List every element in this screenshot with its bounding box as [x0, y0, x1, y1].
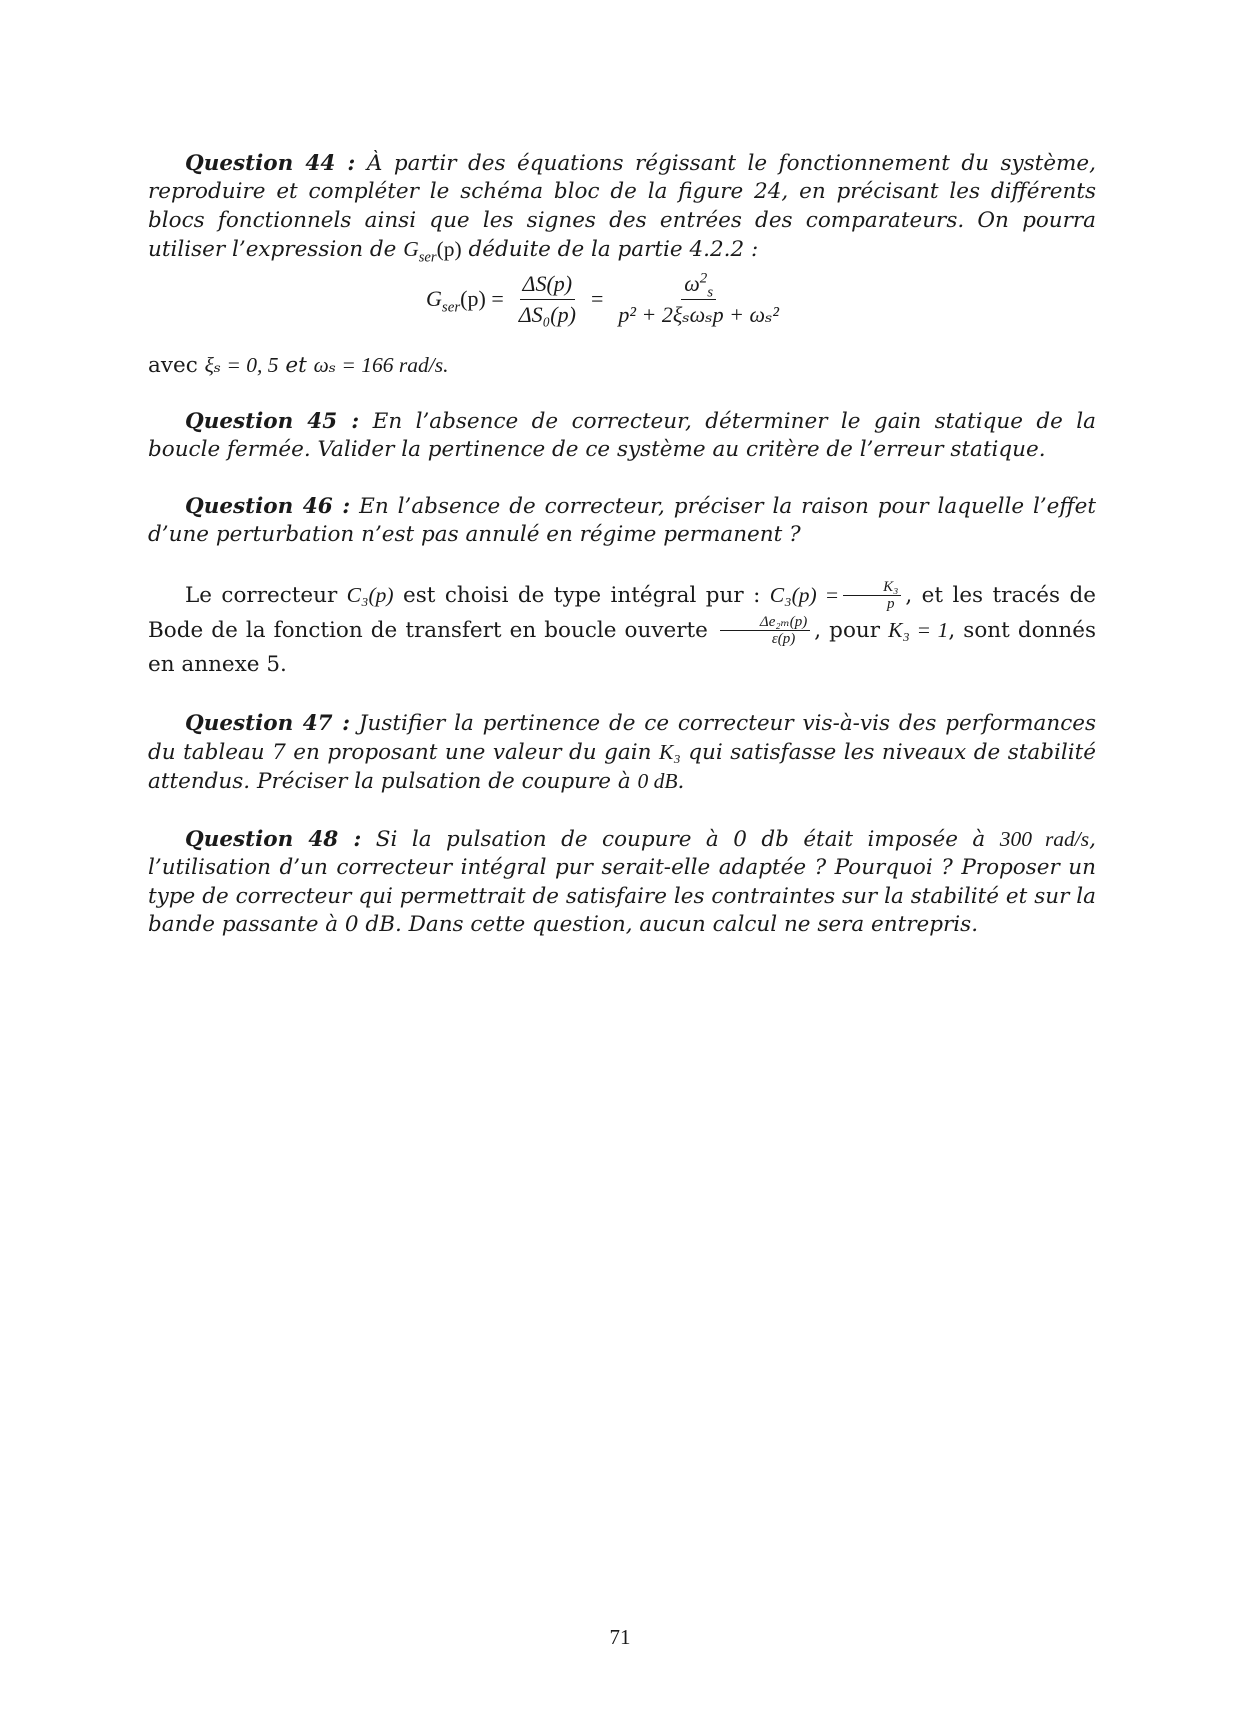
fraction-k3-over-p: $\frac{\text{K₃}}{p}$	[843, 579, 901, 612]
parameters-line: avec ξₛ = 0, 5 et ωₛ = 166 rad/s.	[148, 352, 449, 378]
question-46-label: Question 46 :	[185, 493, 351, 519]
fraction-second-order: $\frac{\omega^2_s}{\text{p² + 2ξₛωₛp + ωₛ²}}$	[618, 270, 779, 327]
correcteur-paragraph: Le correcteur C₃(p) est choisi de type intégral pur : C₃(p) = $\frac{\text{K₃}}{p}$ , et les tracés de Bode de la fonction de transfert en boucle ouverte $\frac{\text{Δe₂ₘ(p)}}{\varepsilon(p)}$ , pour K₃ = 1, sont donnés en annexe 5.	[148, 579, 1096, 677]
question-46	[148, 493, 1096, 550]
gser-equation	[148, 269, 1096, 341]
fraction-open-loop: $\frac{\text{Δe₂ₘ(p)}}{\varepsilon(p)}$	[720, 614, 810, 647]
question-44-text-after: déduite de la partie 4.2.2 :	[461, 237, 759, 263]
question-47-label: Question 47 :	[185, 710, 351, 736]
question-44-label: Question 44 :	[185, 151, 356, 176]
gser-symbol: $G_{ser}(p)$	[403, 237, 462, 266]
page-content	[148, 150, 1096, 940]
page-number: 71	[609, 1625, 631, 1649]
equation-lhs: $G_{ser}(p)$ =	[426, 286, 504, 316]
equals-sign: =	[590, 286, 604, 312]
fraction-delta-s: $\frac{\Delta S(p)}{\text{ΔS₀(p)}}$	[518, 270, 576, 327]
question-45	[148, 408, 1096, 465]
question-47: Question 47 : Justifier la pertinence de ce correcteur vis-à-vis des performances du tableau 7 en proposant une valeur du gain K₃ qui satisfasse les niveaux de stabilité attendus. Préciser la pulsation de coupure à 0 dB.	[148, 710, 1096, 795]
question-45-text: En l’absence de correcteur, déterminer le gain statique de la boucle fermée. Valider la pertinence de ce système au critère de l’erreur statique.	[148, 409, 1097, 463]
question-46-text: En l’absence de correcteur, préciser la raison pour laquelle l’effet d’une perturbation n’est pas annulé en régime permanent ?	[148, 493, 1097, 548]
question-44	[148, 150, 1096, 265]
question-45-label: Question 45 :	[185, 409, 360, 435]
question-48: Question 48 : Si la pulsation de coupure à 0 db était imposée à 300 rad/s, l’utilisation d’un correcteur intégral pur serait-elle adaptée ? Pourquoi ? Proposer un type de correcteur qui permettrait de satisfaire les contraintes sur la stabilité et sur la bande passante à 0 dB. Dans cette question, aucun calcul ne sera entrepris.	[148, 826, 1096, 938]
question-44-text: À partir des équations régissant le fonctionnement du système, reproduire et compléter le schéma bloc de la figure 24, en précisant les différents blocs fonctionnels ainsi que les signes des entrées des comparateurs. On pourra utiliser l’expression de	[148, 151, 1096, 263]
question-48-label: Question 48 :	[185, 826, 362, 852]
